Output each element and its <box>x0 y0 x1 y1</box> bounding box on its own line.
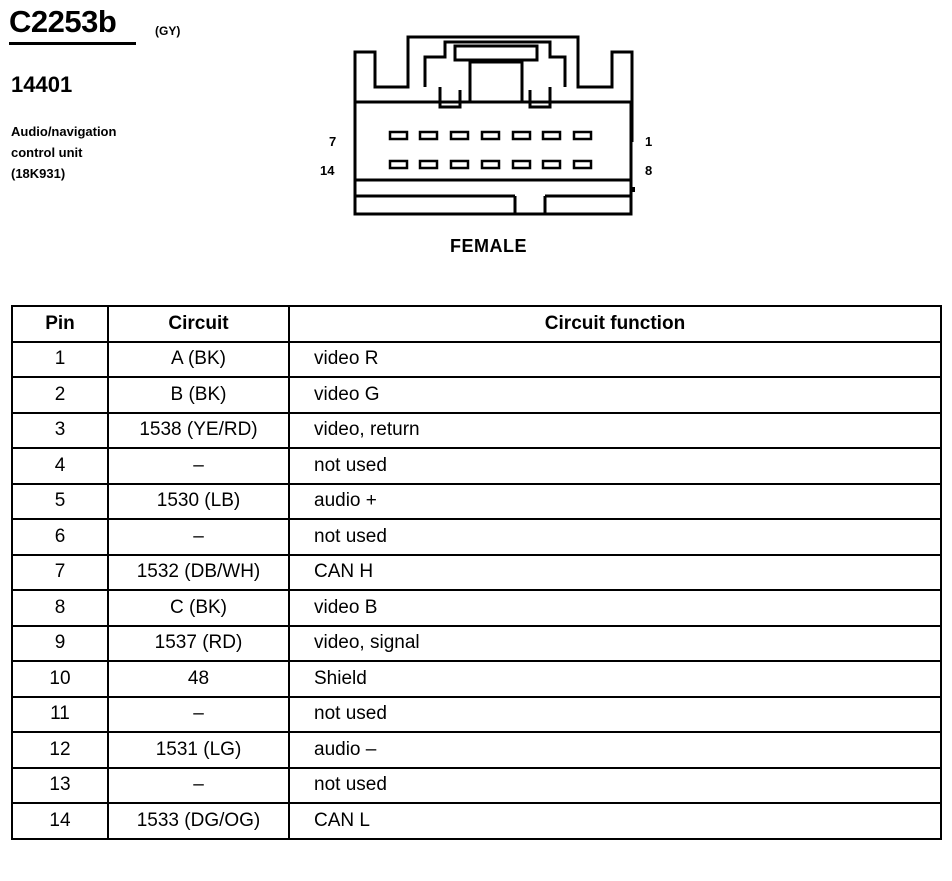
connector-gender: FEMALE <box>450 236 527 256</box>
pin-cell: 5 <box>12 484 108 520</box>
table-row <box>12 803 941 839</box>
pin-cell: 9 <box>12 626 108 662</box>
circuit-cell: – <box>108 519 289 555</box>
cavity <box>420 161 437 168</box>
table-row <box>12 448 941 484</box>
function-cell: video, return <box>289 413 941 449</box>
connector-face-diagram <box>350 32 640 218</box>
cavity <box>390 132 407 139</box>
function-cell: not used <box>289 519 941 555</box>
table-row <box>12 377 941 413</box>
component-description: Audio/navigation control unit (18K931) <box>11 124 117 181</box>
circuit-cell: A (BK) <box>108 342 289 378</box>
pin-cell: 14 <box>12 803 108 839</box>
cavity <box>451 161 468 168</box>
pin-cell: 7 <box>12 555 108 591</box>
circuit-cell: 1538 (YE/RD) <box>108 413 289 449</box>
cavity <box>543 161 560 168</box>
cavity <box>390 161 407 168</box>
function-cell: CAN L <box>289 803 941 839</box>
cavity <box>451 132 468 139</box>
function-cell: video B <box>289 590 941 626</box>
circuit-cell: – <box>108 697 289 733</box>
cavity <box>513 161 530 168</box>
function-cell: CAN H <box>289 555 941 591</box>
function-cell: audio + <box>289 484 941 520</box>
cavity <box>482 132 499 139</box>
table-row <box>12 555 941 591</box>
table-row <box>12 626 941 662</box>
circuit-cell: B (BK) <box>108 377 289 413</box>
function-cell: not used <box>289 768 941 804</box>
connector-id-underline <box>9 42 136 45</box>
circuit-cell: 1532 (DB/WH) <box>108 555 289 591</box>
circuit-cell: 48 <box>108 661 289 697</box>
function-cell: not used <box>289 697 941 733</box>
cavity <box>513 132 530 139</box>
circuit-cell: 1537 (RD) <box>108 626 289 662</box>
function-cell: audio – <box>289 732 941 768</box>
table-row <box>12 342 941 378</box>
function-cell: video G <box>289 377 941 413</box>
header-circuit: Circuit <box>108 306 289 342</box>
pin-label-1: 1 <box>645 134 653 149</box>
pin-cell: 10 <box>12 661 108 697</box>
table-row <box>12 697 941 733</box>
pin-cell: 11 <box>12 697 108 733</box>
function-cell: not used <box>289 448 941 484</box>
pin-label-8: 8 <box>645 163 653 178</box>
table-row <box>12 413 941 449</box>
circuit-cell: – <box>108 768 289 804</box>
pin-label-7: 7 <box>329 134 337 149</box>
pin-cell: 3 <box>12 413 108 449</box>
cavity <box>420 132 437 139</box>
connector-id: C2253b <box>9 4 117 39</box>
table-row <box>12 732 941 768</box>
table-row <box>12 519 941 555</box>
header-circuit-function: Circuit function <box>289 306 941 342</box>
circuit-cell: 1530 (LB) <box>108 484 289 520</box>
part-number: 14401 <box>11 72 73 97</box>
table-row <box>12 661 941 697</box>
pin-cell: 12 <box>12 732 108 768</box>
circuit-cell: C (BK) <box>108 590 289 626</box>
cavity <box>543 132 560 139</box>
pin-cell: 1 <box>12 342 108 378</box>
function-cell: Shield <box>289 661 941 697</box>
header-pin: Pin <box>12 306 108 342</box>
circuit-cell: 1533 (DG/OG) <box>108 803 289 839</box>
table-row <box>12 484 941 520</box>
circuit-cell: 1531 (LG) <box>108 732 289 768</box>
function-cell: video, signal <box>289 626 941 662</box>
cavity <box>574 161 591 168</box>
connector-color: (GY) <box>155 24 181 38</box>
pin-cell: 8 <box>12 590 108 626</box>
pin-cell: 4 <box>12 448 108 484</box>
pin-label-14: 14 <box>320 163 335 178</box>
table-row <box>12 768 941 804</box>
circuit-cell: – <box>108 448 289 484</box>
pin-cell: 6 <box>12 519 108 555</box>
table-row <box>12 590 941 626</box>
cavity <box>574 132 591 139</box>
function-cell: video R <box>289 342 941 378</box>
cavity <box>482 161 499 168</box>
table-header-row <box>12 306 941 342</box>
pin-cell: 13 <box>12 768 108 804</box>
pin-cell: 2 <box>12 377 108 413</box>
pinout-table <box>11 305 942 840</box>
